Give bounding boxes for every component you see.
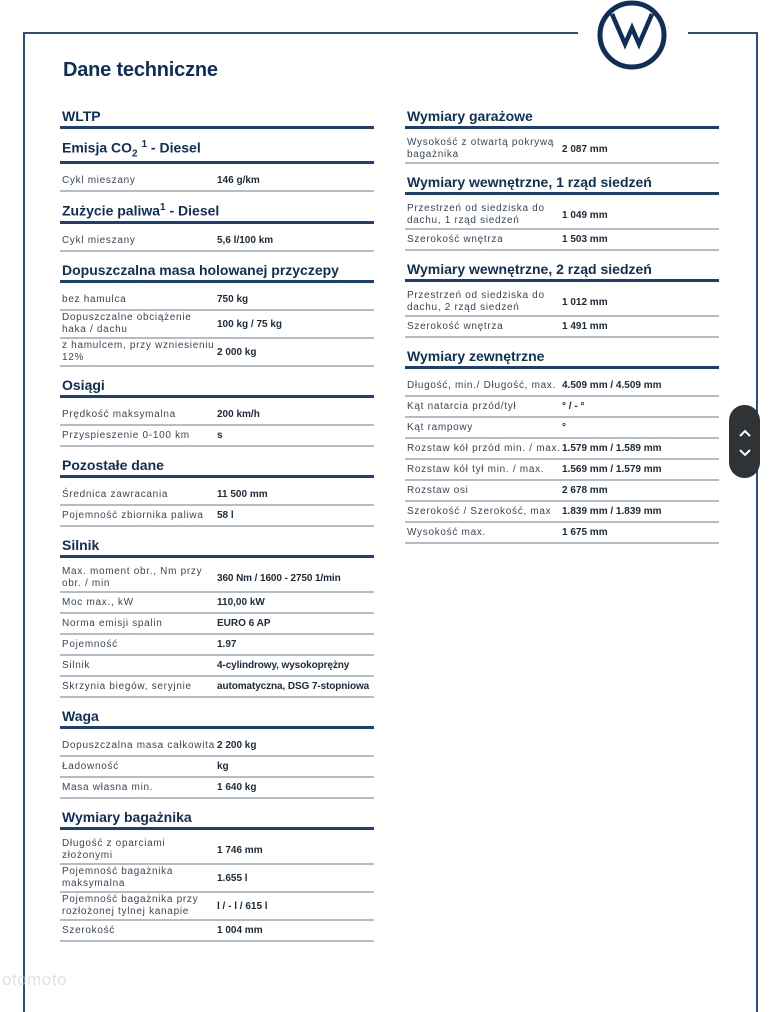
table-row: Masa własna min. 1 640 kg xyxy=(60,778,374,799)
right-column xyxy=(405,108,719,544)
table-row: Rozstaw kół przód min. / max. 1.579 mm / 1.589 mm xyxy=(405,439,719,460)
section-weight: Waga xyxy=(60,708,374,729)
table-row: Skrzynia biegów, seryjnie automatyczna, DSG 7-stopniowa xyxy=(60,677,374,698)
table-row: bez hamulca 750 kg xyxy=(60,290,374,311)
section-garage-dimensions: Wymiary garażowe xyxy=(405,108,719,129)
table-row: Rozstaw kół tył min. / max. 1.569 mm / 1.579 mm xyxy=(405,460,719,481)
table-row: Moc max., kW 110,00 kW xyxy=(60,593,374,614)
section-interior-row2: Wymiary wewnętrzne, 2 rząd siedzeń xyxy=(405,261,719,282)
table-row: Norma emisji spalin EURO 6 AP xyxy=(60,614,374,635)
table-row: Średnica zawracania 11 500 mm xyxy=(60,485,374,506)
section-performance: Osiągi xyxy=(60,377,374,398)
table-row: Długość, min./ Długość, max. 4.509 mm / 4.509 mm xyxy=(405,376,719,397)
table-row: Ładowność kg xyxy=(60,757,374,778)
table-row: Pojemność zbiornika paliwa 58 l xyxy=(60,506,374,527)
table-row: Przyspieszenie 0-100 km s xyxy=(60,426,374,447)
section-fuel-consumption: Zużycie paliwa$^1$ - Diesel xyxy=(60,202,374,224)
vw-logo-icon xyxy=(594,0,670,70)
table-row: Przestrzeń od siedziska do dachu, 2 rząd siedzeń 1 012 mm xyxy=(405,289,719,317)
page-title: Dane techniczne xyxy=(63,59,218,81)
section-trunk-dimensions: Wymiary bagażnika xyxy=(60,809,374,830)
table-row: Szerokość 1 004 mm xyxy=(60,921,374,942)
table-row: Pojemność 1.97 xyxy=(60,635,374,656)
table-row: Przestrzeń od siedziska do dachu, 1 rząd siedzeń 1 049 mm xyxy=(405,202,719,230)
table-row: Pojemność bagażnika maksymalna 1.655 l xyxy=(60,865,374,893)
left-column xyxy=(60,108,374,942)
section-interior-row1: Wymiary wewnętrzne, 1 rząd siedzeń xyxy=(405,174,719,195)
table-row: Dopuszczalne obciążenie haka / dachu 100 kg / 75 kg xyxy=(60,311,374,339)
table-row: Wysokość max. 1 675 mm xyxy=(405,523,719,544)
section-other-data: Pozostałe dane xyxy=(60,457,374,478)
table-row: Szerokość / Szerokość, max 1.839 mm / 1.839 mm xyxy=(405,502,719,523)
table-row: Kąt natarcia przód/tył ° / - ° xyxy=(405,397,719,418)
section-wltp: WLTP xyxy=(60,108,374,129)
table-row: Cykl mieszany 5,6 l/100 km xyxy=(60,231,374,252)
table-row: Dopuszczalna masa całkowita 2 200 kg xyxy=(60,736,374,757)
table-row: Silnik 4-cylindrowy, wysokoprężny xyxy=(60,656,374,677)
table-row: Wysokość z otwartą pokrywą bagażnika 2 087 mm xyxy=(405,136,719,164)
table-row: Pojemność bagażnika przy rozłożonej tylnej kanapie l / - l / 615 l xyxy=(60,893,374,921)
section-towing-mass: Dopuszczalna masa holowanej przyczepy xyxy=(60,262,374,283)
chevron-up-icon[interactable] xyxy=(737,426,753,438)
table-row: Prędkość maksymalna 200 km/h xyxy=(60,405,374,426)
table-row: Cykl mieszany 146 g/km xyxy=(60,171,374,192)
table-row: Kąt rampowy ° xyxy=(405,418,719,439)
table-row: z hamulcem, przy wzniesieniu 12% 2 000 kg xyxy=(60,339,374,367)
table-row: Max. moment obr., Nm przy obr. / min 360 Nm / 1600 - 2750 1/min xyxy=(60,565,374,593)
watermark: otomoto xyxy=(2,970,67,989)
table-row: Rozstaw osi 2 678 mm xyxy=(405,481,719,502)
table-row: Długość z oparciami złożonymi 1 746 mm xyxy=(60,837,374,865)
section-co2-emission: Emisja $CO_2$ $^1$ - Diesel xyxy=(60,139,374,164)
gallery-scroll-control[interactable] xyxy=(729,405,760,478)
section-engine: Silnik xyxy=(60,537,374,558)
table-row: Szerokość wnętrza 1 491 mm xyxy=(405,317,719,338)
table-row: Szerokość wnętrza 1 503 mm xyxy=(405,230,719,251)
chevron-down-icon[interactable] xyxy=(737,446,753,458)
section-exterior-dimensions: Wymiary zewnętrzne xyxy=(405,348,719,369)
